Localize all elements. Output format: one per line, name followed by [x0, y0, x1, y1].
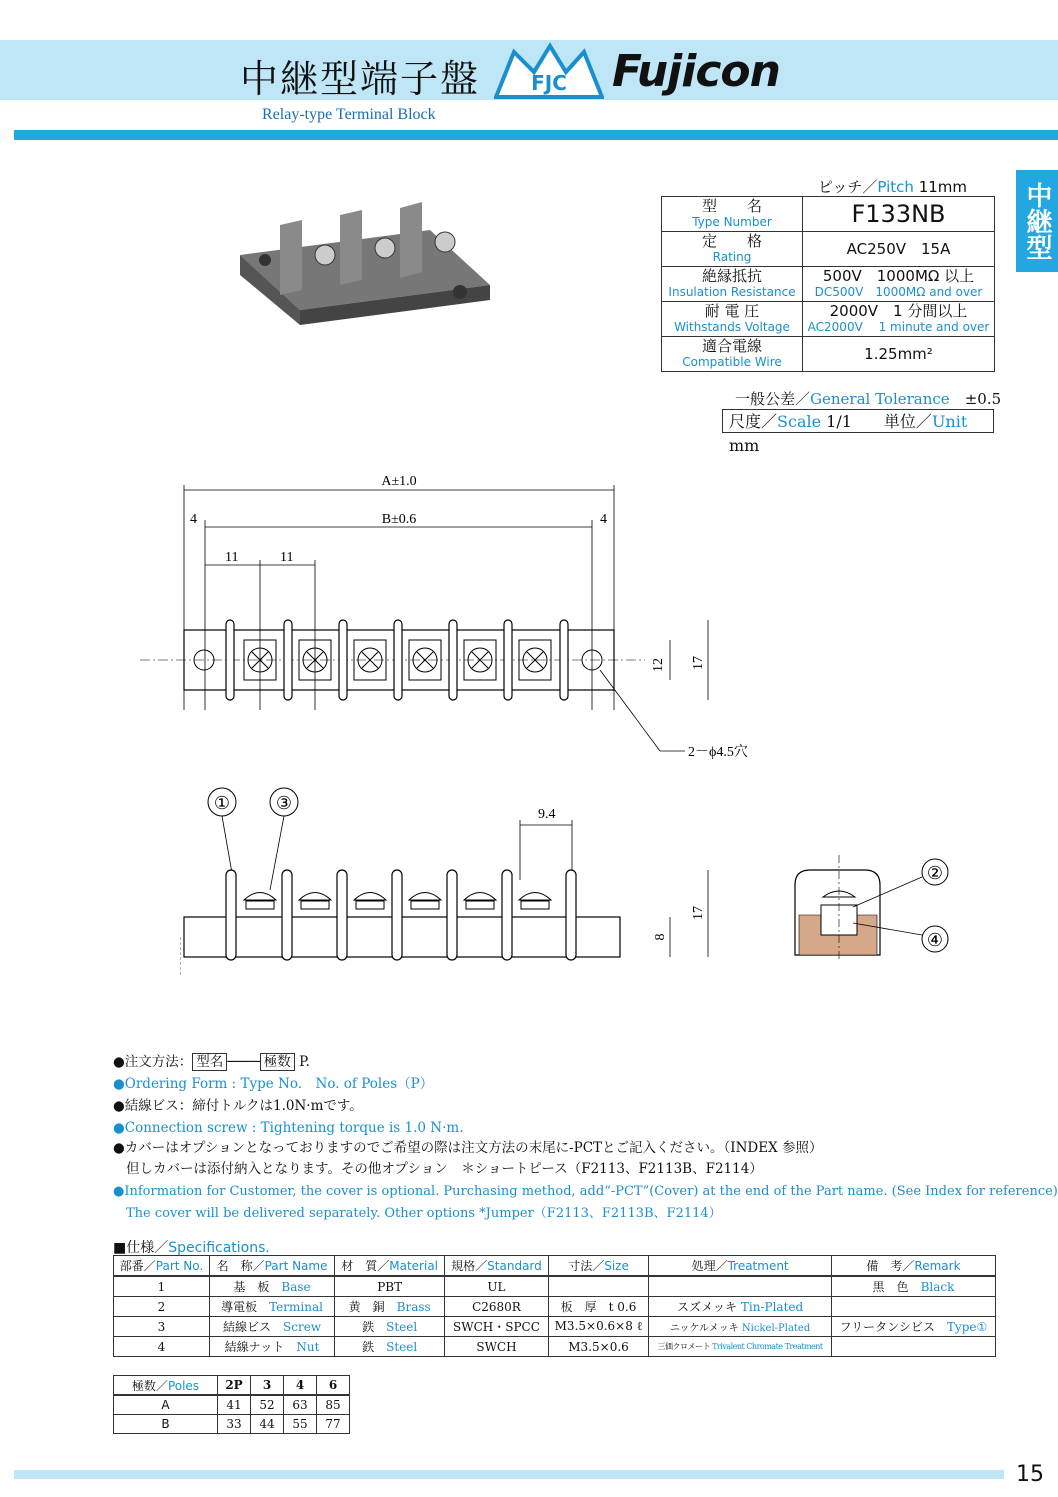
table-row: 3 結線ビス Screw 鉄 Steel SWCH・SPCC M3.5×0.6×8 ℓ ニッケルメッキ Nickel-Plated フリータンシビス Type① [114, 1317, 996, 1337]
svg-text:12: 12 [651, 658, 666, 672]
specifications-title: ■仕様／Specifications. [113, 1240, 270, 1256]
svg-text:①: ① [213, 793, 231, 813]
svg-text:17: 17 [691, 906, 706, 920]
svg-text:④: ④ [926, 930, 944, 950]
scale-unit-box: 尺度／Scale 1/1 単位／Unit mm [722, 409, 994, 433]
svg-text:③: ③ [275, 793, 293, 813]
order-form-jp: ●注文方法： 型名 ──── 極数 P. [113, 1054, 310, 1070]
rating-row: 耐 電 圧 Withstands Voltage 2000V 1 分間以上 AC2000V 1 minute and over [662, 302, 995, 337]
svg-text:A±1.0: A±1.0 [381, 474, 417, 489]
svg-text:17: 17 [691, 656, 706, 670]
order-form-en: ●Ordering Form : Type No. No. of Poles（P） [113, 1076, 434, 1092]
svg-text:11: 11 [280, 550, 294, 565]
rating-row: 定 格 Rating AC250V 15A [662, 232, 995, 267]
pitch-label: ピッチ／Pitch 11mm [818, 178, 968, 196]
product-image [230, 200, 500, 330]
table-row: 4 結線ナット Nut 鉄 Steel SWCH M3.5×0.6 三価クロメート Trivalent Chromate Treatment [114, 1337, 996, 1357]
screw-note-jp: ●結線ビス：締付トルクは1.0N·mです。 [113, 1098, 363, 1114]
screw-note-en: ●Connection screw : Tightening torque is 1.0 N·m. [113, 1120, 464, 1136]
svg-text:B±0.6: B±0.6 [381, 512, 417, 527]
table-row: B 33 44 55 77 [114, 1415, 350, 1434]
svg-text:4: 4 [600, 512, 607, 527]
rating-table [661, 196, 995, 372]
poles-table: 極数／Poles 2P 3 4 6 A 41 52 63 85 B 33 44 55 77 [113, 1375, 350, 1434]
page-subtitle: Relay-type Terminal Block [262, 106, 436, 123]
svg-text:9.4: 9.4 [538, 807, 556, 822]
cover-note-en-1: ●Information for Customer, the cover is optional. Purchasing method, add“-PCT”(Cover) at the end of the Part name. (See Index for reference) [113, 1184, 1058, 1199]
brand-logo: Fujicon [612, 46, 780, 97]
table-row: A 41 52 63 85 [114, 1395, 350, 1415]
footer-rule [14, 1470, 1004, 1479]
fjc-logo [494, 42, 604, 100]
side-tab: 中継型 [1016, 170, 1058, 272]
rating-row: 絶縁抵抗 Insulation Resistance 500V 1000MΩ 以上 DC500V 1000MΩ and over [662, 267, 995, 302]
header-rule [14, 130, 1058, 140]
svg-text:8: 8 [653, 933, 668, 941]
cover-note-jp-1: ●カバーはオプションとなっておりますのでご希望の際は注文方法の末尾に-PCTとご記入ください。（INDEX 参照） [113, 1140, 823, 1156]
page-number: 15 [1016, 1462, 1044, 1487]
rating-row: 適合電線 Compatible Wire 1.25mm² [662, 337, 995, 372]
table-row: 2 導電板 Terminal 黄 銅 Brass C2680R 板 厚 t 0.6 スズメッキ Tin-Plated [114, 1297, 996, 1317]
top-view-drawing [140, 465, 780, 770]
general-tolerance: 一般公差／General Tolerance ±0.5 [735, 390, 1002, 408]
side-view-drawing [180, 785, 740, 980]
table-row: 1 基 板 Base PBT UL 黒 色 Black [114, 1276, 996, 1297]
rating-row: 型 名 Type Number F133NB [662, 197, 995, 232]
cover-note-en-2: The cover will be delivered separately. Other options *Jumper（F2113、F2113B、F2114） [126, 1206, 722, 1221]
svg-text:2－ϕ4.5穴: 2－ϕ4.5穴 [688, 745, 748, 760]
page-title: 中継型端子盤 [240, 57, 481, 101]
svg-text:4: 4 [190, 512, 197, 527]
svg-text:11: 11 [225, 550, 239, 565]
fjc-logo-text: FJC [531, 71, 567, 95]
svg-text:②: ② [926, 863, 944, 883]
cover-note-jp-2: 但しカバーは添付納入となります。その他オプション ＊ショートピース（F2113、F2113B、F2114） [126, 1161, 763, 1177]
specifications-table: 部番／Part No. 名 称／Part Name 材 質／Material 規格／Standard 寸法／Size 処理／Treatment 備 考／Remark 1 基 板 Base PBT UL 黒 色 Black 2 導電板 Terminal 黄 銅 Brass C2680R 板 厚 t 0.6 スズメッキ Tin-Plated 3 結線ビス Screw 鉄 Steel SWCH・SPCC M3.5×0.6×8 ℓ ニッケルメッキ Nickel-Plated フリータンシビス Type① 4 結線ナット Nut 鉄 Steel SWCH M3.5×0.6 三価クロメート Trivalent Chromate Treatment [113, 1255, 996, 1357]
end-view-drawing [785, 855, 960, 965]
